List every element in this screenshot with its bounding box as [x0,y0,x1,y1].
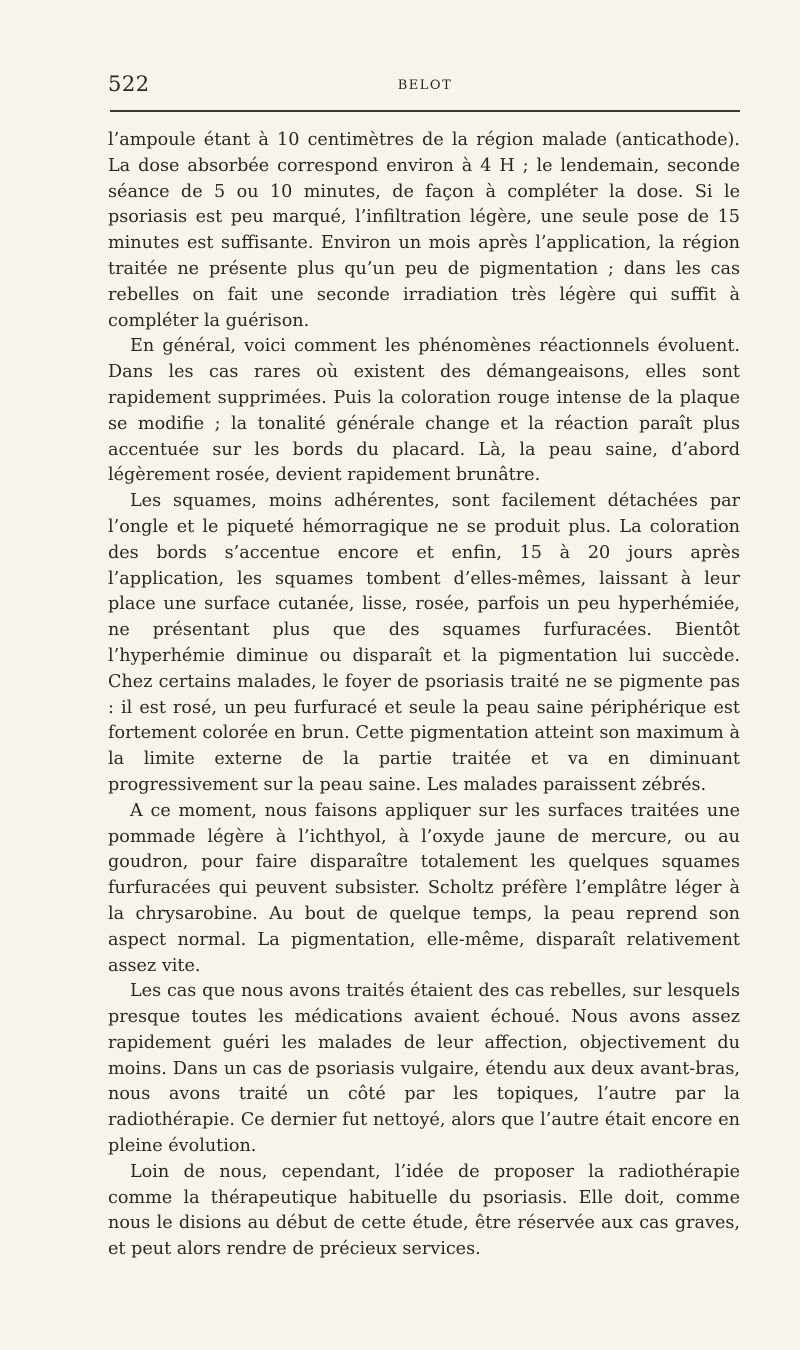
header-rule [110,110,740,112]
page-number: 522 [108,72,150,96]
page-header [108,72,742,98]
paragraph-reactions: En général, voici comment les phénomènes réactionnels évoluent. Dans les cas rares où existent des démangeaisons, elles sont rapidement supprimées. Puis la coloration rouge intense de la plaque se modifie ; la tonalité générale change et la réaction paraît plus accentuée sur les bords du placard. Là, la peau saine, d’abord légèrement rosée, devient rapidement brunâtre. [108,336,740,486]
paragraph-cas-rebelles: Les cas que nous avons traités étaient des cas rebelles, sur lesquels presque toutes les médications avaient échoué. Nous avons assez rapidement guéri les malades de leur affection, objectivement du moins. Dans un cas de psoriasis vulgaire, étendu aux deux avant-bras, nous avons traité un côté par les topiques, l’autre par la radiothérapie. Ce dernier fut nettoyé, alors que l’autre était encore en pleine évolution. [108,981,740,1157]
body-text [108,128,740,1263]
paragraph-continuation: l’ampoule étant à 10 centimètres de la région malade (anticathode). La dose absorbée correspond environ à 4 H ; le lendemain, seconde séance de 5 ou 10 minutes, de façon à compléter la dose. Si le psoriasis est peu marqué, l’infiltration légère, une seule pose de 15 minutes est suffisante. Environ un mois après l’application, la région traitée ne présente plus qu’un peu de pigmentation ; dans les cas rebelles on fait une seconde irradiation très légère qui suffit à compléter la guérison. [108,130,740,331]
running-title: BELOT [397,78,453,93]
paragraph-squames: Les squames, moins adhérentes, sont facilement détachées par l’ongle et le piqueté hémorragique ne se produit plus. La coloration des bords s’accentue encore et enfin, 15 à 20 jours après l’application, les squames tombent d’elles-mêmes, laissant à leur place une surface cutanée, lisse, rosée, parfois un peu hyperhémiée, ne présentant plus que des squames furfuracées. Bientôt l’hyperhémie diminue ou disparaît et la pigmentation lui succède. Chez certains malades, le foyer de psoriasis traité ne se pigmente pas : il est rosé, un peu furfuracé et seule la peau saine périphérique est fortement colorée en brun. Cette pigmentation atteint son maximum à la limite externe de la partie traitée et va en diminuant progressivement sur la peau saine. Les malades paraissent zébrés. [108,491,740,795]
paragraph-conclusion: Loin de nous, cependant, l’idée de proposer la radiothérapie comme la thérapeutique habituelle du psoriasis. Elle doit, comme nous le disions au début de cette étude, être réservée aux cas graves, et peut alors rendre de précieux services. [108,1161,740,1260]
paragraph-pommade: A ce moment, nous faisons appliquer sur les surfaces traitées une pommade légère à l’ichthyol, à l’oxyde jaune de mercure, ou au goudron, pour faire disparaître totalement les quelques squames furfuracées qui peuvent subsister. Scholtz préfère l’emplâtre léger à la chrysarobine. Au bout de quelque temps, la peau reprend son aspect normal. La pigmentation, elle-même, disparaît relativement assez vite. [108,800,740,976]
